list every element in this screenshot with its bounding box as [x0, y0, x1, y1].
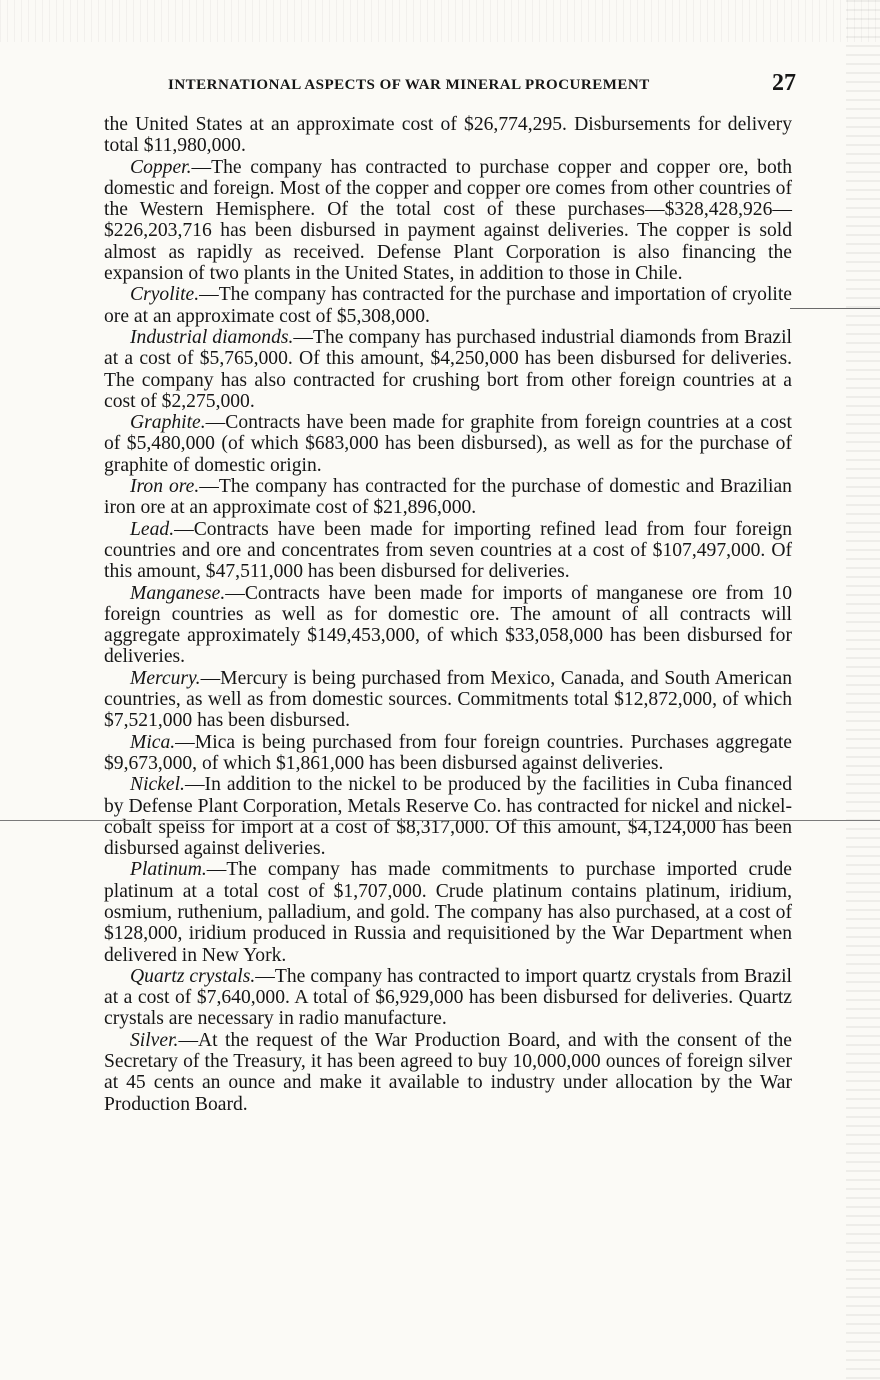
paragraph-lead: Graphite.	[130, 412, 206, 434]
running-title: INTERNATIONAL ASPECTS OF WAR MINERAL PROCUREMENT	[168, 77, 650, 93]
paragraph-lead: Quartz crystals.	[130, 965, 256, 987]
body-text	[104, 114, 792, 1115]
paragraph-text: —The company has contracted to purchase copper and copper ore, both domestic and foreign. Most of the copper and copper ore comes from other countries of the Western Hemisphere. Of the total cost of these purchases—$328,428,926—$226,203,716 has been disbursed in payment against deliveries. The copper is sold almost as rapidly as received. Defense Plant Corporation is also financing the expansion of two plants in the United States, in addition to those in Chile.	[104, 156, 792, 285]
paragraph-text: —Contracts have been made for graphite from foreign countries at a cost of $5,480,000 (of which $683,000 has been disbursed), as well as for the purchase of graphite of domestic origin.	[104, 412, 792, 476]
paragraph-lead: Industrial diamonds.	[130, 326, 294, 348]
paragraph-lead: Silver.	[130, 1029, 179, 1051]
paragraph-lead: Nickel.	[130, 774, 185, 796]
scan-noise-right-edge	[846, 0, 880, 1380]
paragraph-text: the United States at an approximate cost of $26,774,295. Disbursements for delivery total $11,980,000.	[104, 114, 792, 157]
paragraph-text: —At the request of the War Production Board, and with the consent of the Secretary of the Treasury, it has been agreed to buy 10,000,000 ounces of foreign silver at 45 cents an ounce and make it available to industry under allocation by the War Production Board.	[104, 1029, 792, 1115]
scan-noise-top	[0, 0, 880, 42]
paragraph-text: —Mica is being purchased from four foreign countries. Purchases aggregate $9,673,000, of which $1,861,000 has been disbursed against deliveries.	[104, 731, 792, 774]
paragraph-platinum	[104, 859, 792, 965]
paragraph-text: —Mercury is being purchased from Mexico, Canada, and South American countries, as well as from domestic sources. Commitments total $12,872,000, of which $7,521,000 has been disbursed.	[104, 667, 792, 732]
paragraph-lead: Mica.	[130, 731, 176, 753]
paragraph-text: —Contracts have been made for imports of manganese ore from 10 foreign countries as well as for domestic ore. The amount of all contracts will aggregate approximately $149,453,000, of which $33,058,000 has been disbursed for deliveries.	[104, 582, 792, 668]
paragraph-lead: Cryolite.	[130, 284, 200, 306]
paragraph-text: —The company has made commitments to purchase imported crude platinum at a total cost of $1,707,000. Crude platinum contains platinum, iridium, osmium, ruthenium, palladium, and gold. The company has also purchased, at a cost of $128,000, iridium produced in Russia and requisitioned by the War Department when delivered in New York.	[104, 859, 792, 966]
paragraph-nickel	[104, 774, 792, 859]
paragraph-lead: Iron ore.	[130, 476, 200, 498]
paragraph-cryolite	[104, 284, 792, 327]
paragraph-continuation	[104, 114, 792, 157]
paragraph-lead-metal	[104, 519, 792, 583]
paragraph-text: —The company has contracted to import quartz crystals from Brazil at a cost of $7,640,000. A total of $6,929,000 has been disbursed for deliveries. Quartz crystals are necessary in radio manufacture.	[104, 965, 792, 1030]
paragraph-lead: Mercury.	[130, 667, 201, 689]
paragraph-mercury	[104, 668, 792, 732]
paragraph-industrial-diamonds	[104, 327, 792, 412]
paragraph-lead: Manganese.	[130, 582, 226, 604]
paragraph-text: —The company has purchased industrial diamonds from Brazil at a cost of $5,765,000. Of this amount, $4,250,000 has been disbursed for deliveries. The company has also contracted for crushing bort from other foreign countries at a cost of $2,275,000.	[104, 326, 792, 412]
paragraph-manganese	[104, 583, 792, 668]
paragraph-lead: Platinum.	[130, 859, 207, 881]
paragraph-lead: Lead.	[130, 518, 175, 540]
paragraph-text: —The company has contracted for the purchase and importation of cryolite ore at an approximate cost of $5,308,000.	[104, 284, 792, 327]
paragraph-quartz-crystals	[104, 966, 792, 1030]
paragraph-text: —The company has contracted for the purchase of domestic and Brazilian iron ore at an approximate cost of $21,896,000.	[104, 476, 792, 519]
paragraph-mica	[104, 732, 792, 775]
paragraph-graphite	[104, 412, 792, 476]
paragraph-text: —In addition to the nickel to be produced by the facilities in Cuba financed by Defense Plant Corporation, Metals Reserve Co. has contracted for nickel and nickel-cobalt speiss for import at a cost of $8,317,000. Of this amount, $4,124,000 has been disbursed against deliveries.	[104, 774, 792, 860]
paragraph-silver	[104, 1030, 792, 1115]
page-number: 27	[772, 70, 796, 96]
scan-line-artifact	[790, 308, 880, 309]
scan-line-artifact	[0, 820, 880, 821]
paragraph-copper	[104, 157, 792, 285]
paragraph-iron-ore	[104, 476, 792, 519]
paragraph-lead: Copper.	[130, 156, 192, 178]
running-head	[150, 70, 800, 100]
paragraph-text: —Contracts have been made for importing refined lead from four foreign countries and ore and concentrates from seven countries at a cost of $107,497,000. Of this amount, $47,511,000 has been disbursed for deliveries.	[104, 518, 792, 583]
